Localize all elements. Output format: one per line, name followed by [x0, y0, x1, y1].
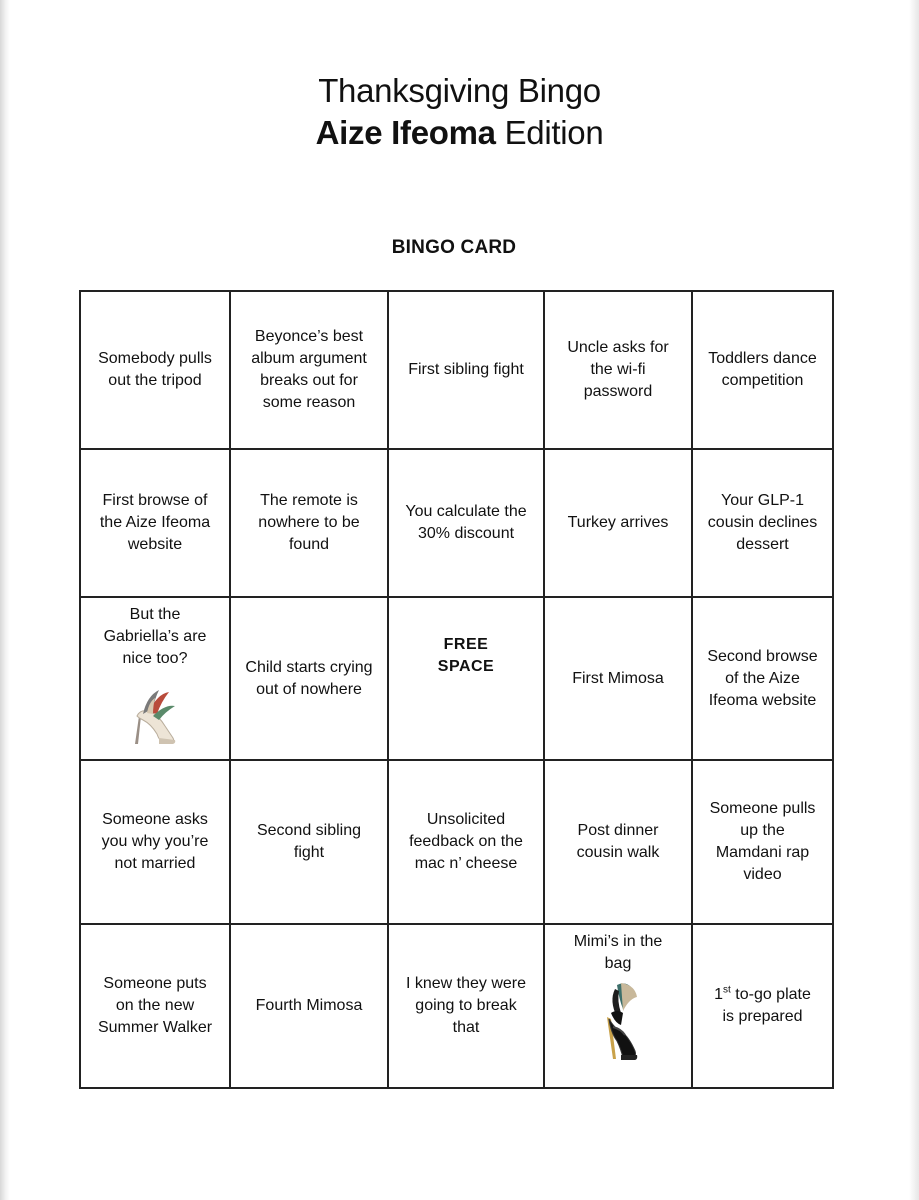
feather-heel-sandal-cream-icon — [129, 686, 181, 748]
bingo-row — [80, 597, 833, 760]
bingo-row — [80, 760, 833, 924]
bingo-cell[interactable]: Beyonce’s best album argument breaks out for some reason — [230, 291, 388, 449]
bingo-cell[interactable]: But the Gabriella’s are nice too? — [80, 597, 230, 760]
bingo-cell[interactable]: Someone puts on the new Summer Walker — [80, 924, 230, 1088]
bingo-cell[interactable]: First Mimosa — [544, 597, 692, 760]
bingo-cell[interactable]: Toddlers dance competition — [692, 291, 833, 449]
bingo-cell[interactable]: Turkey arrives — [544, 449, 692, 597]
edition-label: Edition — [495, 114, 604, 151]
bingo-cell[interactable]: First sibling fight — [388, 291, 544, 449]
bingo-cell[interactable]: First browse of the Aize Ifeoma website — [80, 449, 230, 597]
bingo-cell[interactable]: 1st to-go plate is prepared — [692, 924, 833, 1088]
page-right-edge — [909, 0, 919, 1200]
page-subtitle — [0, 112, 919, 154]
bingo-cell[interactable]: Second sibling fight — [230, 760, 388, 924]
free-space-cell[interactable]: FREE SPACE — [388, 597, 544, 760]
bingo-cell[interactable]: Somebody pulls out the tripod — [80, 291, 230, 449]
bingo-card-heading: BINGO CARD — [391, 237, 517, 258]
bingo-cell[interactable]: Unsolicited feedback on the mac n’ cheese — [388, 760, 544, 924]
bingo-cell[interactable]: Mimi’s in the bag — [544, 924, 692, 1088]
bingo-row — [80, 449, 833, 597]
brand-name: Aize Ifeoma — [315, 114, 496, 151]
page-left-edge-shadow — [0, 0, 10, 1200]
bingo-cell[interactable]: Uncle asks for the wi-fi password — [544, 291, 692, 449]
bingo-grid — [79, 290, 834, 1089]
bingo-cell[interactable]: You calculate the 30% discount — [388, 449, 544, 597]
bingo-cell[interactable]: Child starts crying out of nowhere — [230, 597, 388, 760]
bingo-row — [80, 924, 833, 1088]
bingo-cell[interactable]: Fourth Mimosa — [230, 924, 388, 1088]
bingo-row — [80, 291, 833, 449]
bingo-cell[interactable]: Post dinner cousin walk — [544, 760, 692, 924]
page-title: Thanksgiving Bingo — [318, 72, 601, 109]
bingo-cell[interactable]: I knew they were going to break that — [388, 924, 544, 1088]
bingo-cell[interactable]: Second browse of the Aize Ifeoma website — [692, 597, 833, 760]
feather-heel-sandal-black-icon — [591, 979, 645, 1063]
title-block — [0, 70, 919, 154]
bingo-cell[interactable]: Your GLP-1 cousin declines dessert — [692, 449, 833, 597]
bingo-cell[interactable]: Someone asks you why you’re not married — [80, 760, 230, 924]
bingo-cell[interactable]: The remote is nowhere to be found — [230, 449, 388, 597]
bingo-cell[interactable]: Someone pulls up the Mamdani rap video — [692, 760, 833, 924]
